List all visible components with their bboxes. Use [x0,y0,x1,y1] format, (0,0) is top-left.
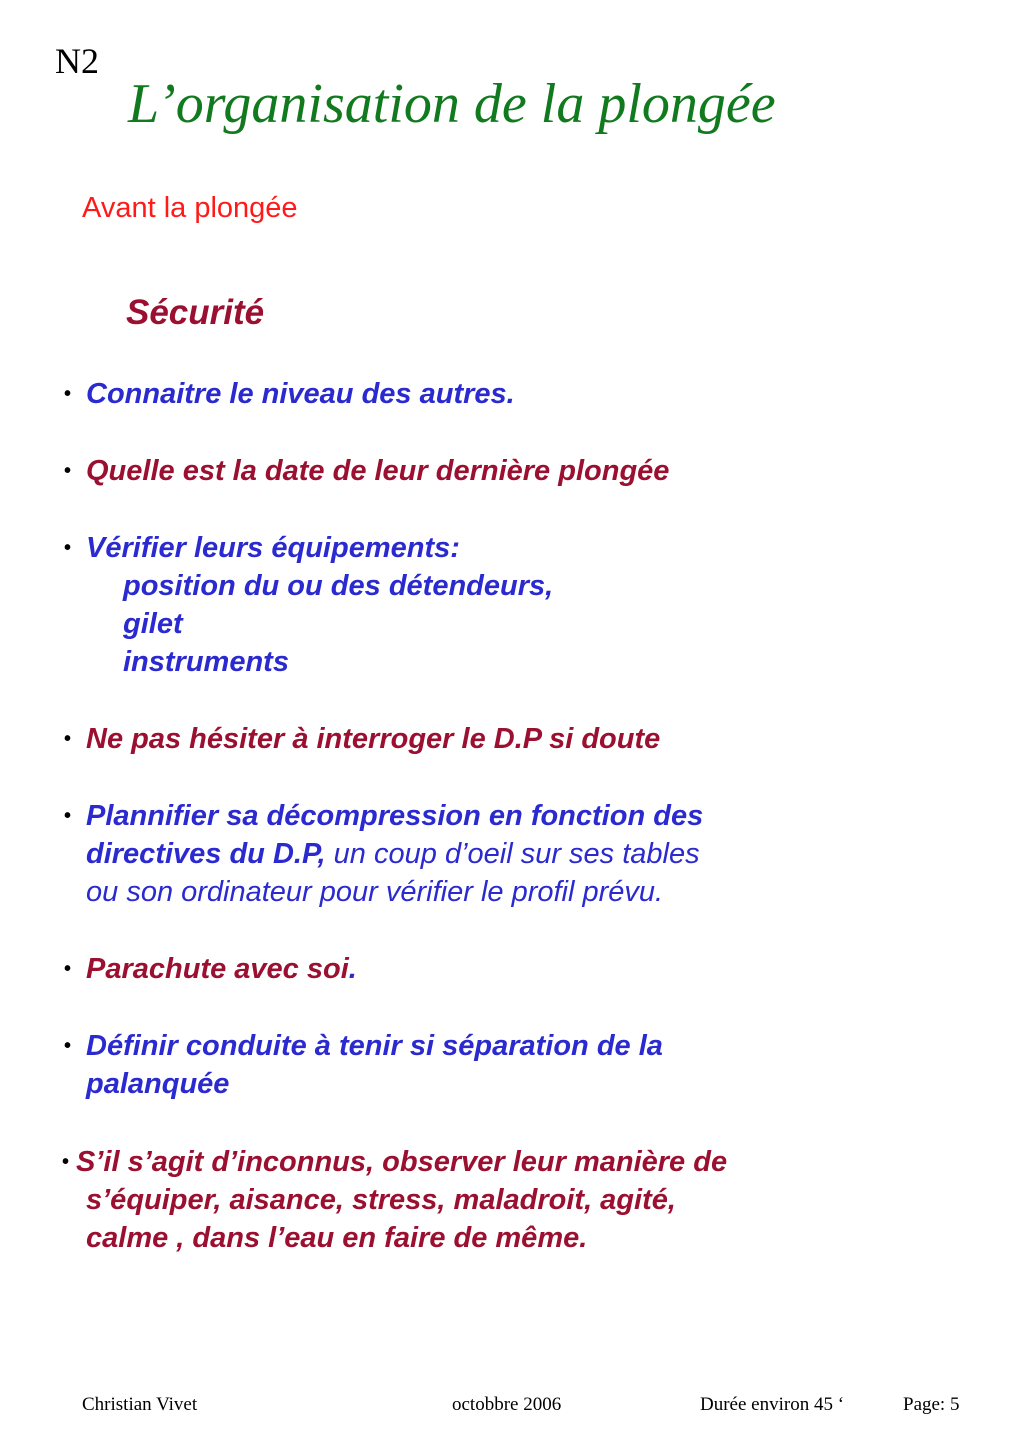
footer-date: octobbre 2006 [452,1394,562,1415]
sub-item: position du ou des détendeurs, [123,570,554,602]
list-item [64,797,704,911]
list-item [64,720,661,758]
item-text-bold: directives du D.P, [86,838,326,870]
footer-page-number: Page: 5 [903,1394,960,1415]
bullet-icon: • [64,805,72,827]
bullet-icon: • [62,1151,70,1173]
bullet-icon: • [64,460,72,482]
item-text: Parachute avec soi [86,953,349,985]
item-text-normal: un coup d’oeil sur ses tables [325,838,700,870]
subtitle: Avant la plongée [82,192,298,224]
sub-item: gilet [123,608,183,640]
footer-duration: Durée environ 45 ‘ [700,1394,845,1415]
item-text: Ne pas hésiter à interroger le D.P si doute [86,723,661,755]
item-text-line3: calme , dans l’eau en faire de même. [86,1222,588,1254]
bullet-icon: • [64,383,72,405]
footer-author: Christian Vivet [82,1394,198,1415]
list-item [64,950,357,988]
item-text: Vérifier leurs équipements: [86,532,460,564]
bullet-icon: • [64,537,72,559]
bullet-icon: • [64,1035,72,1057]
item-text: Définir conduite à tenir si séparation de la [86,1030,663,1062]
item-text: Quelle est la date de leur dernière plongée [86,455,670,487]
item-text: S’il s’agit d’inconnus, observer leur manière de [76,1146,728,1178]
item-text-line3: ou son ordinateur pour vérifier le profil prévu. [86,876,664,908]
bullet-icon: • [64,958,72,980]
list-item [64,529,554,681]
list-item [64,375,515,413]
item-text-line1 [86,950,357,988]
list-item [64,452,670,490]
page-title: L’organisation de la plongée [128,73,776,135]
list-item [64,1027,663,1103]
bullet-icon: • [64,728,72,750]
sub-item: instruments [123,646,289,678]
item-text: Plannifier sa décompression en fonction des [86,800,704,832]
item-text-line2: palanquée [86,1068,230,1100]
section-heading: Sécurité [126,293,265,332]
list-item [62,1143,728,1257]
item-text: Connaitre le niveau des autres. [86,378,515,410]
item-text-line2 [86,835,703,873]
item-text-line2: s’équiper, aisance, stress, maladroit, agité, [86,1184,676,1216]
level-label: N2 [55,41,99,81]
item-text-period: . [348,953,357,985]
